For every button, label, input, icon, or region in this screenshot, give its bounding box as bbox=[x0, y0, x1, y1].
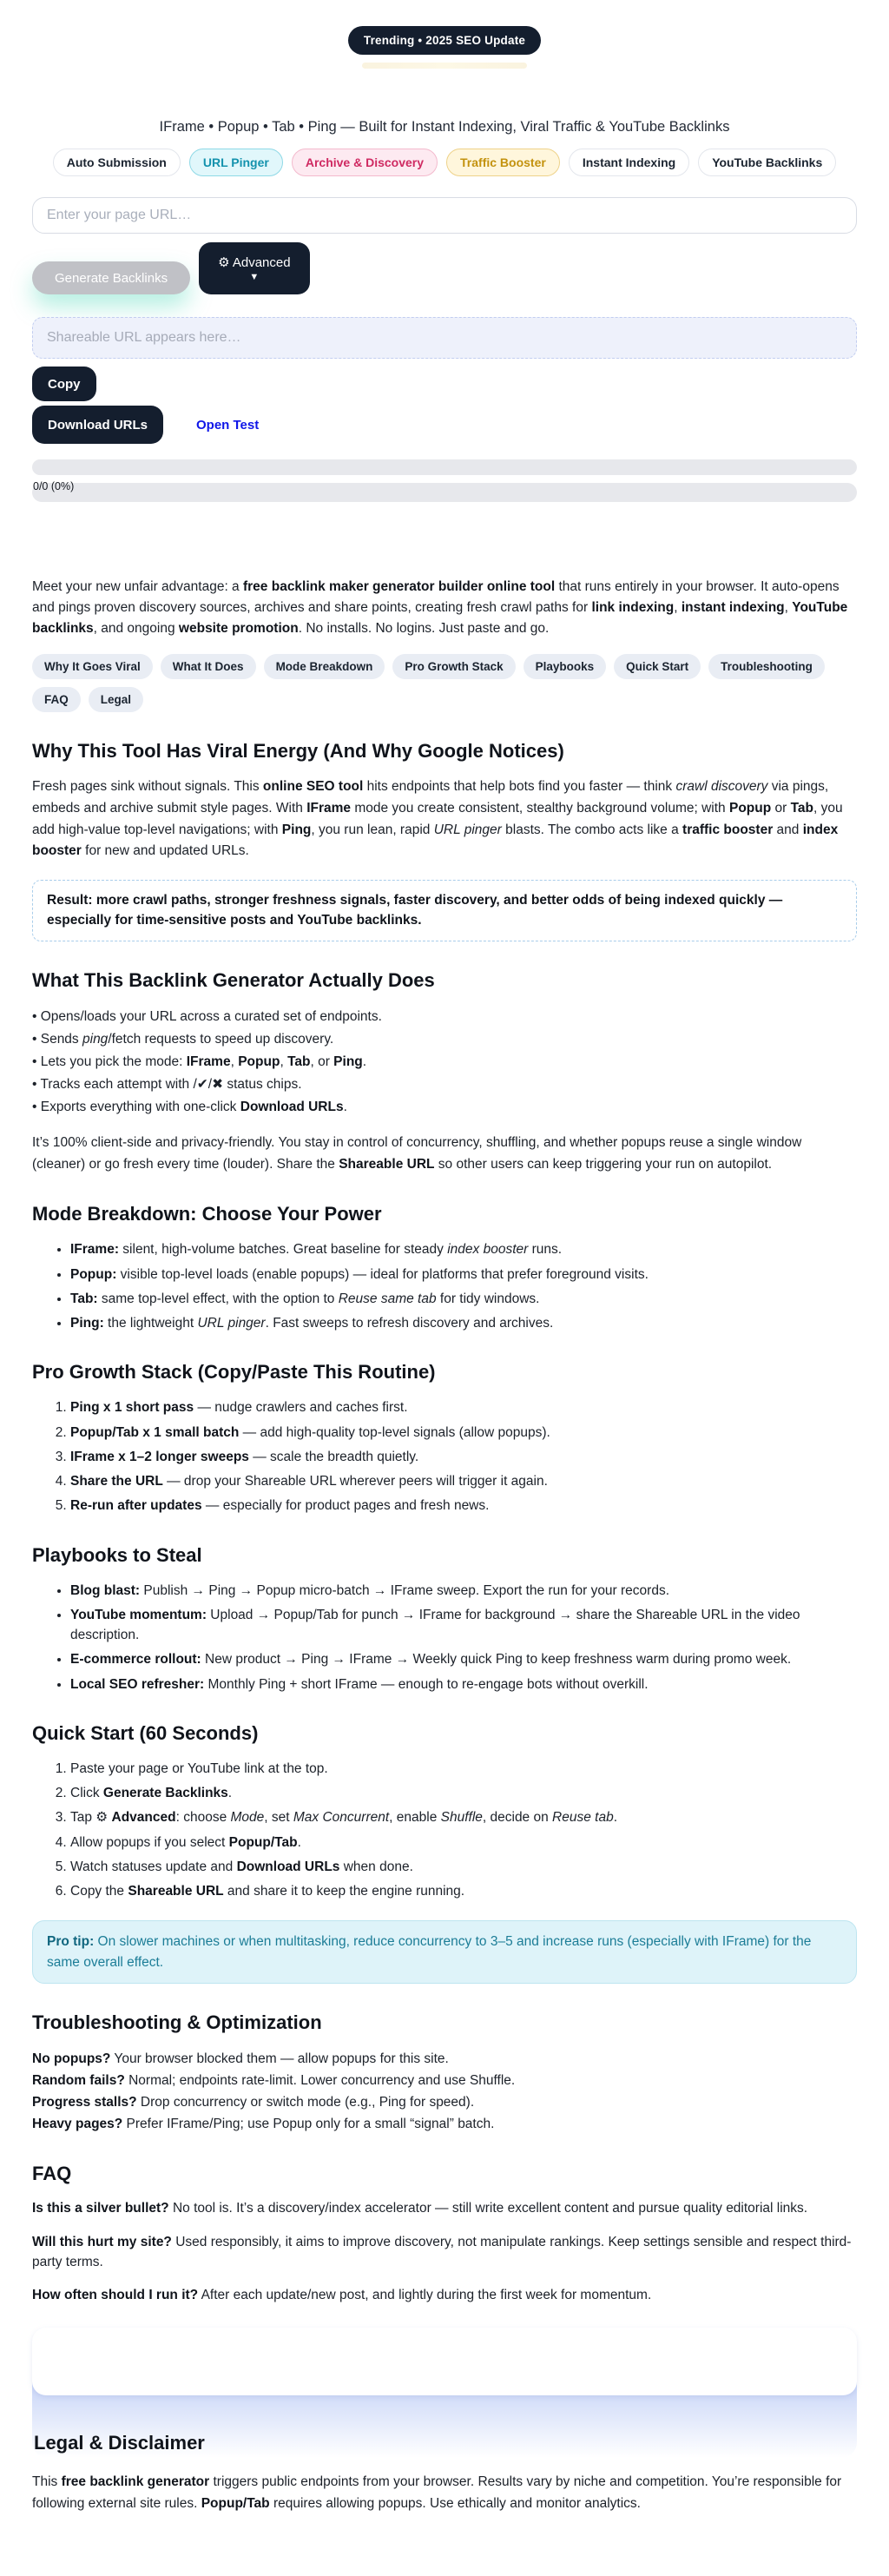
toc-link-what[interactable]: What It Does bbox=[161, 654, 256, 679]
result-callout: Result: more crawl paths, stronger freshness signals, faster discovery, and better odds of being indexed quickly — especially for time-sensitive posts and YouTube backlinks. bbox=[32, 880, 857, 941]
toc-link-legal[interactable]: Legal bbox=[89, 687, 143, 712]
toc-link-faq[interactable]: FAQ bbox=[32, 687, 81, 712]
list-item: • YouTube momentum: Upload → Popup/Tab for punch → IFrame for background → share the Shareable URL in the video description. bbox=[70, 1605, 857, 1646]
list-item: • Blog blast: Publish → Ping → Popup micro-batch → IFrame sweep. Export the run for your records. bbox=[70, 1581, 857, 1601]
table-of-contents bbox=[32, 654, 857, 712]
qa-line: Progress stalls? Drop concurrency or switch mode (e.g., Ping for speed). bbox=[32, 2095, 475, 2110]
chip-instant-indexing: Instant Indexing bbox=[569, 149, 689, 176]
pro-tip-callout: Pro tip: On slower machines or when multitasking, reduce concurrency to 3–5 and increase runs (especially with IFrame) for the same overall effect. bbox=[32, 1920, 857, 1984]
list-item: 3. Tap ⚙ Advanced: choose Mode, set Max Concurrent, enable Shuffle, decide on Reuse tab. bbox=[70, 1807, 857, 1827]
chip-youtube-backlinks: YouTube Backlinks bbox=[698, 149, 836, 176]
what-line: • Exports everything with one-click Download URLs. bbox=[32, 1099, 347, 1114]
section-title-why: Why This Tool Has Viral Energy (And Why Google Notices) bbox=[32, 740, 564, 763]
chevron-down-icon: ▼ bbox=[249, 272, 260, 282]
progress-bar bbox=[32, 459, 857, 475]
list-item: 1. Paste your page or YouTube link at the top. bbox=[70, 1759, 857, 1779]
list-item: • Ping: the lightweight URL pinger. Fast sweeps to refresh discovery and archives. bbox=[70, 1313, 857, 1333]
section-title-legal: Legal & Disclaimer bbox=[34, 2432, 205, 2454]
list-item: • E-commerce rollout: New product → Ping → IFrame → Weekly quick Ping to keep freshness warm during promo week. bbox=[70, 1649, 857, 1669]
ghost-heading bbox=[362, 63, 527, 69]
list-item: 5. Re-run after updates — especially for product pages and fresh news. bbox=[70, 1496, 857, 1516]
mode-list bbox=[32, 1239, 857, 1333]
legal-glow bbox=[32, 2328, 857, 2458]
section-title-faq: FAQ bbox=[32, 2163, 72, 2185]
intro-paragraph: Meet your new unfair advantage: a free backlink maker generator builder online tool that runs entirely in your browser. It auto-opens and pings proven discovery sources, archives and share points, creating fresh crawl paths for link indexing, instant indexing, YouTube backlinks, and ongoing website promotion. No installs. No logins. Just paste and go. bbox=[32, 579, 848, 637]
list-item: 2. Click Generate Backlinks. bbox=[70, 1783, 857, 1803]
list-item: 4. Share the URL — drop your Shareable URL wherever peers will trigger it again. bbox=[70, 1471, 857, 1491]
list-item: • Local SEO refresher: Monthly Ping + short IFrame — enough to re-engage bots without overkill. bbox=[70, 1674, 857, 1694]
feature-chip-row bbox=[32, 149, 857, 176]
progress-counter: 0/0 (0%) bbox=[33, 480, 75, 492]
toc-link-mode[interactable]: Mode Breakdown bbox=[264, 654, 385, 679]
what-bullet-lines bbox=[32, 1006, 857, 1119]
what-line: • Tracks each attempt with /✔/✖ status chips. bbox=[32, 1076, 302, 1092]
troubleshooting-lines bbox=[32, 2048, 857, 2135]
download-urls-button[interactable]: Download URLs bbox=[32, 406, 163, 444]
why-paragraph: Fresh pages sink without signals. This online SEO tool hits endpoints that help bots find you faster — think crawl discovery via pings, embeds and archive submit style pages. With IFrame mode you create consistent, stealthy background volume; with Popup or Tab, you add high-value top-level navigations; with Ping, you run lean, rapid URL pinger blasts. The combo acts like a traffic booster and index booster for new and updated URLs. bbox=[32, 779, 843, 859]
playbooks-list bbox=[32, 1581, 857, 1694]
quickstart-list bbox=[32, 1759, 857, 1902]
list-item: 3. IFrame x 1–2 longer sweeps — scale the breadth quietly. bbox=[70, 1447, 857, 1467]
growth-list bbox=[32, 1397, 857, 1516]
toc-link-quickstart[interactable]: Quick Start bbox=[614, 654, 701, 679]
section-title-troubleshooting: Troubleshooting & Optimization bbox=[32, 2011, 322, 2033]
list-item: 1. Ping x 1 short pass — nudge crawlers and caches first. bbox=[70, 1397, 857, 1417]
section-title-quickstart: Quick Start (60 Seconds) bbox=[32, 1721, 259, 1744]
faq-item: Is this a silver bullet? No tool is. It’s a discovery/index accelerator — still write excellent content and pursue quality editorial links. bbox=[32, 2201, 808, 2216]
toc-link-growth[interactable]: Pro Growth Stack bbox=[392, 654, 515, 679]
list-item: 5. Watch statuses update and Download URLs when done. bbox=[70, 1857, 857, 1877]
section-title-what: What This Backlink Generator Actually Does bbox=[32, 968, 435, 991]
advanced-label: ⚙ Advanced bbox=[218, 255, 291, 270]
advanced-toggle-button[interactable] bbox=[199, 242, 310, 294]
section-title-playbooks: Playbooks to Steal bbox=[32, 1543, 202, 1566]
toc-link-troubleshooting[interactable]: Troubleshooting bbox=[708, 654, 825, 679]
toc-link-why[interactable]: Why It Goes Viral bbox=[32, 654, 153, 679]
list-item: • Popup: visible top-level loads (enable popups) — ideal for platforms that prefer foreground visits. bbox=[70, 1265, 857, 1285]
what-line: • Sends ping/fetch requests to speed up discovery. bbox=[32, 1031, 334, 1047]
generate-backlinks-button[interactable]: Generate Backlinks bbox=[32, 261, 190, 294]
chip-auto-submission: Auto Submission bbox=[53, 149, 181, 176]
what-line: • Opens/loads your URL across a curated set of endpoints. bbox=[32, 1008, 382, 1024]
legal-paragraph: This free backlink generator triggers public endpoints from your browser. Results vary by niche and competition. You’re responsible for following external site rules. Popup/Tab requires allowing popups. Use ethically and monitor analytics. bbox=[32, 2474, 842, 2512]
page-url-input[interactable] bbox=[32, 197, 857, 234]
chip-archive-discovery: Archive & Discovery bbox=[292, 149, 438, 176]
log-bar bbox=[32, 480, 857, 502]
hero-subtitle: IFrame • Popup • Tab • Ping — Built for Instant Indexing, Viral Traffic & YouTube Backlinks bbox=[159, 119, 730, 135]
copy-button[interactable]: Copy bbox=[32, 367, 96, 401]
chip-url-pinger: URL Pinger bbox=[189, 149, 283, 176]
toc-link-playbooks[interactable]: Playbooks bbox=[524, 654, 607, 679]
section-title-growth: Pro Growth Stack (Copy/Paste This Routine) bbox=[32, 1361, 436, 1384]
qa-line: Heavy pages? Prefer IFrame/Ping; use Popup only for a small “signal” batch. bbox=[32, 2117, 495, 2132]
list-item: • Tab: same top-level effect, with the option to Reuse same tab for tidy windows. bbox=[70, 1289, 857, 1309]
list-item: 2. Popup/Tab x 1 small batch — add high-quality top-level signals (allow popups). bbox=[70, 1423, 857, 1443]
bottom-spacer bbox=[32, 2515, 857, 2576]
trending-badge: Trending • 2025 SEO Update bbox=[348, 26, 541, 55]
page-container bbox=[32, 26, 857, 2576]
list-item: • IFrame: silent, high-volume batches. Great baseline for steady index booster runs. bbox=[70, 1239, 857, 1259]
what-line: • Lets you pick the mode: IFrame, Popup, Tab, or Ping. bbox=[32, 1054, 367, 1069]
legal-card bbox=[32, 2328, 857, 2395]
open-test-link[interactable]: Open Test bbox=[196, 417, 260, 433]
faq-item: Will this hurt my site? Used responsibly, it aims to improve discovery, not manipulate rankings. Keep settings sensible and respect third-party terms. bbox=[32, 2234, 852, 2269]
chip-traffic-booster: Traffic Booster bbox=[446, 149, 560, 176]
what-paragraph: It’s 100% client-side and privacy-friendly. You stay in control of concurrency, shuffling, and whether popups reuse a single window (cleaner) or go fresh every time (louder). Share the Shareable URL so other users can keep triggering your run on autopilot. bbox=[32, 1134, 802, 1172]
shareable-url-field[interactable] bbox=[32, 317, 857, 359]
section-title-mode: Mode Breakdown: Choose Your Power bbox=[32, 1203, 382, 1225]
list-item: 4. Allow popups if you select Popup/Tab. bbox=[70, 1833, 857, 1853]
qa-line: Random fails? Normal; endpoints rate-limit. Lower concurrency and use Shuffle. bbox=[32, 2073, 516, 2089]
faq-item: How often should I run it? After each update/new post, and lightly during the first week for momentum. bbox=[32, 2288, 652, 2303]
list-item: 6. Copy the Shareable URL and share it to keep the engine running. bbox=[70, 1881, 857, 1901]
qa-line: No popups? Your browser blocked them — allow popups for this site. bbox=[32, 2051, 449, 2066]
